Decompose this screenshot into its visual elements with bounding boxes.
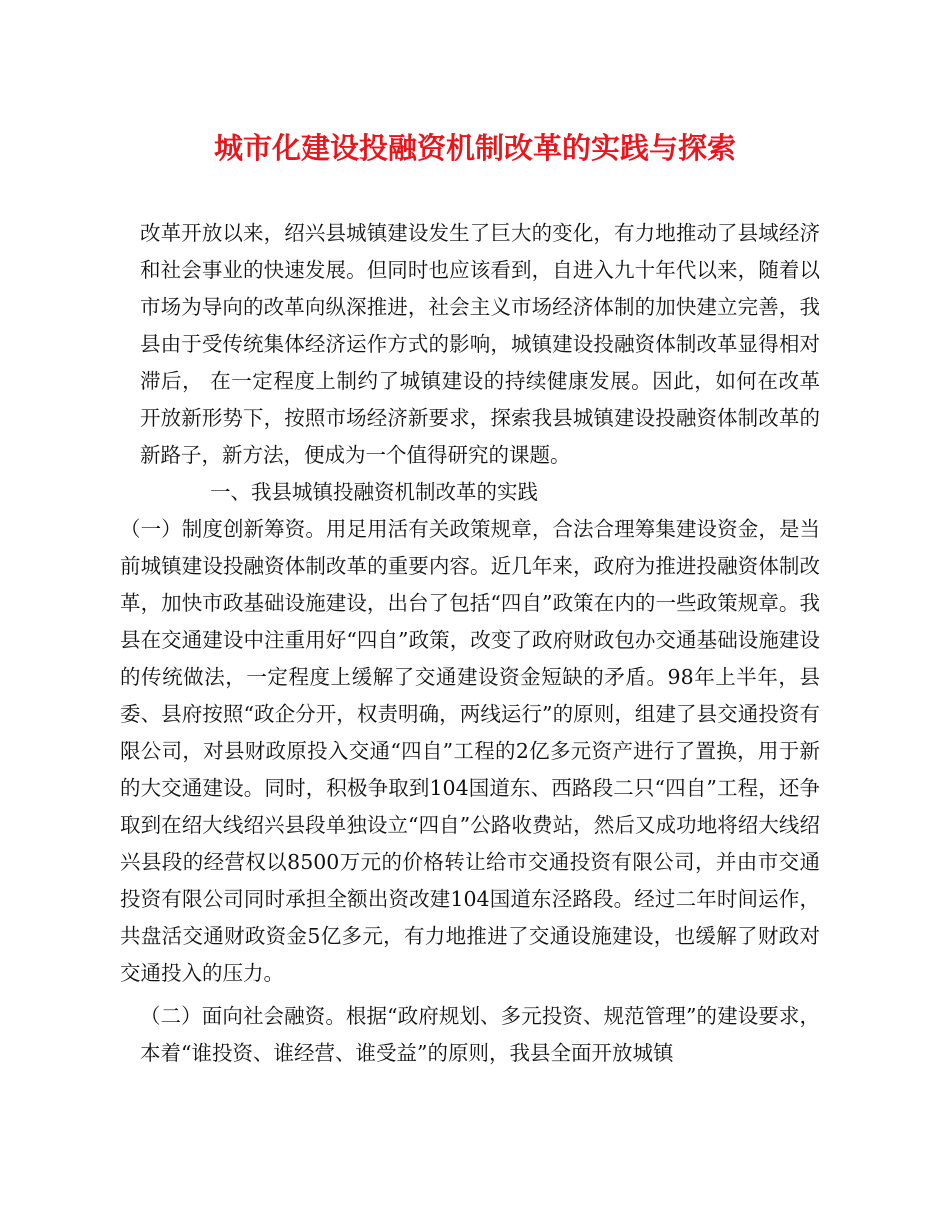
intro-paragraph: 改革开放以来，绍兴县城镇建设发生了巨大的变化，有力地推动了县域经济和社会事业的快速发展。但同时也应该看到，自进入九十年代以来，随着以市场为导向的改革向纵深推进，社会主义市场经济体制的加快建立完善，我县由于受传统集体经济运作方式的影响，城镇建设投融资体制改革显得相对滞后， 在一定程度上制约了城镇建设的持续健康发展。因此，如何在改革开放新形势下，按照市场经济新要求，探索我县城镇建设投融资体制改革的新路子，新方法，便成为一个值得研究的课题。	[140, 221, 820, 467]
subsection-paragraph-2: （二）面向社会融资。根据“政府规划、多元投资、规范管理”的建设要求，本着“谁投资、谁经营、谁受益”的原则，我县全面开放城镇	[140, 1004, 820, 1065]
document-title: 城市化建设投融资机制改革的实践与探索	[213, 131, 736, 165]
document-body	[120, 215, 820, 1072]
subsection-paragraph-1: （一）制度创新筹资。用足用活有关政策规章，合法合理筹集建设资金，是当前城镇建设投融资体制改革的重要内容。近几年来，政府为推进投融资体制改革，加快市政基础设施建设，出台了包括“四自”政策在内的一些政策规章。我县在交通建设中注重用好“四自”政策，改变了政府财政包办交通基础设施建设的传统做法，一定程度上缓解了交通建设资金短缺的矛盾。98年上半年，县委、县府按照“政企分开，权责明确，两线运行”的原则，组建了县交通投资有限公司，对县财政原投入交通“四自”工程的2亿多元资产进行了置换，用于新的大交通建设。同时，积极争取到104国道东、西路段二只“四自”工程，还争取到在绍大线绍兴县段单独设立“四自”公路收费站，然后又成功地将绍大线绍兴县段的经营权以8500万元的价格转让给市交通投资有限公司，并由市交通投资有限公司同时承担全额出资改建104国道东泾路段。经过二年时间运作，共盘活交通财政资金5亿多元，有力地推进了交通设施建设，也缓解了财政对交通投入的压力。	[120, 517, 820, 985]
section-heading: 一、我县城镇投融资机制改革的实践	[210, 480, 538, 504]
